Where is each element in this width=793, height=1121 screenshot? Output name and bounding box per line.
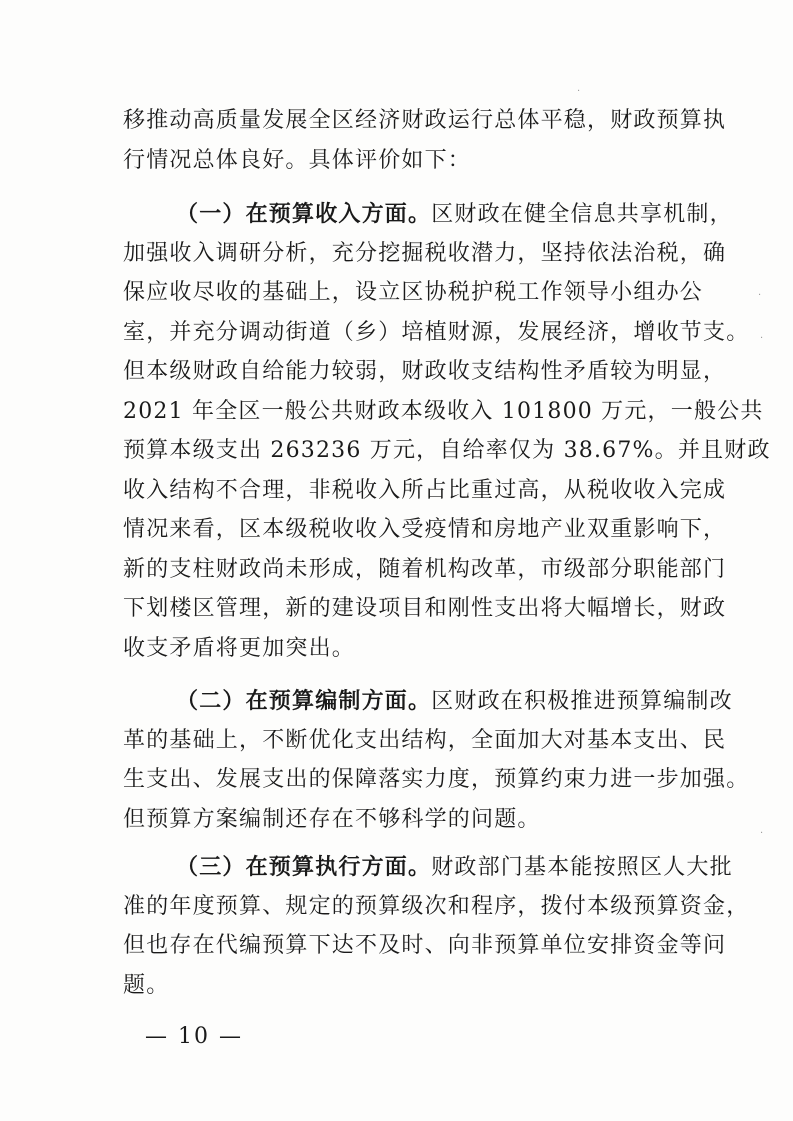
body-line: 移推动高质量发展全区经济财政运行总体平稳，财政预算执	[123, 108, 727, 133]
section-3-heading: （三）在预算执行方面。	[176, 854, 432, 880]
section-3-text: 财政部门基本能按照区人大批	[431, 855, 733, 880]
section-2-heading: （二）在预算编制方面。	[176, 688, 432, 714]
scan-speck: ·	[760, 333, 764, 344]
body-line: 新的支柱财政尚未形成，随着机构改革，市级部分职能部门	[123, 557, 727, 582]
body-line: 生支出、发展支出的保障落实力度，预算约束力进一步加强。	[123, 767, 750, 792]
body-line: 保应收尽收的基础上，设立区协税护税工作领导小组办公	[123, 280, 704, 305]
section-2-paragraph-start	[176, 686, 733, 717]
section-1-text: 区财政在健全信息共享机制，	[431, 202, 733, 227]
body-line: 但预算方案编制还存在不够科学的问题。	[123, 807, 541, 832]
body-line: 加强收入调研分析，充分挖掘税收潜力，坚持依法治税，确	[123, 241, 727, 266]
body-line: 革的基础上，不断优化支出结构，全面加大对基本支出、民	[123, 728, 727, 753]
body-line: 题。	[123, 973, 170, 998]
body-line: 收入结构不合理，非税收入所占比重过高，从税收收入完成	[123, 478, 727, 503]
body-line: 行情况总体良好。具体评价如下：	[123, 148, 472, 173]
section-3-paragraph-start	[176, 852, 733, 883]
body-line: 预算本级支出 263236 万元，自给率仅为 38.67%。并且财政	[123, 438, 771, 463]
scan-speck: ·	[758, 290, 762, 301]
body-line: 但也存在代编预算下达不及时、向非预算单位安排资金等问	[123, 933, 727, 958]
section-1-heading: （一）在预算收入方面。	[176, 201, 432, 227]
body-line: 下划楼区管理，新的建设项目和刚性支出将大幅增长，财政	[123, 596, 727, 621]
body-line: 收支矛盾将更加突出。	[123, 636, 356, 661]
body-line: 准的年度预算、规定的预算级次和程序，拨付本级预算资金，	[123, 894, 750, 919]
body-line: 情况来看，区本级税收收入受疫情和房地产业双重影响下，	[123, 517, 727, 542]
section-2-text: 区财政在积极推进预算编制改	[431, 689, 733, 714]
scan-speck: ·	[760, 828, 764, 839]
body-line: 但本级财政自给能力较弱，财政收支结构性矛盾较为明显，	[123, 359, 727, 384]
page-number: — 10 —	[145, 1024, 243, 1049]
scan-speck: ·	[577, 86, 581, 97]
body-line: 室，并充分调动街道（乡）培植财源，发展经济，增收节支。	[123, 320, 750, 345]
body-line: 2021 年全区一般公共财政本级收入 101800 万元，一般公共	[123, 399, 764, 424]
section-1-paragraph-start	[176, 199, 733, 230]
